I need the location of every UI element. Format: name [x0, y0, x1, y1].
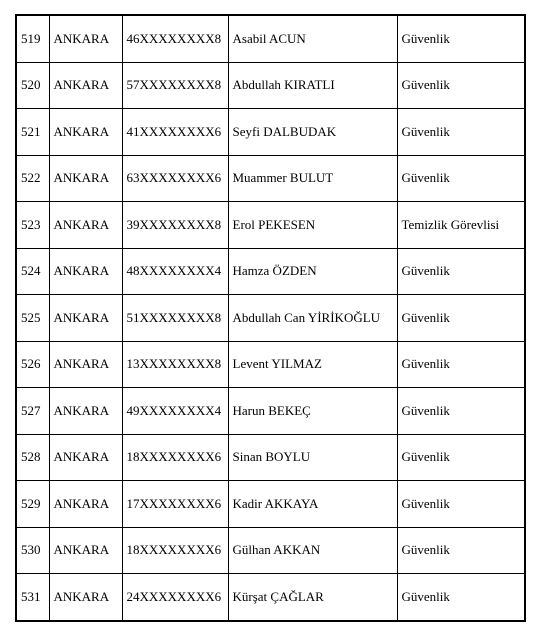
- row-number: 525: [16, 295, 49, 342]
- city-cell: ANKARA: [49, 434, 122, 481]
- role-cell: Güvenlik: [397, 481, 525, 528]
- full-name-cell: Hamza ÖZDEN: [228, 248, 397, 295]
- full-name-cell: Levent YILMAZ: [228, 341, 397, 388]
- masked-id-cell: 18XXXXXXXX6: [122, 434, 228, 481]
- masked-id-cell: 41XXXXXXXX6: [122, 109, 228, 156]
- table-row: [16, 62, 525, 109]
- row-number: 522: [16, 155, 49, 202]
- full-name-cell: Kürşat ÇAĞLAR: [228, 574, 397, 621]
- masked-id-cell: 18XXXXXXXX6: [122, 527, 228, 574]
- city-cell: ANKARA: [49, 202, 122, 249]
- role-cell: Güvenlik: [397, 155, 525, 202]
- city-cell: ANKARA: [49, 388, 122, 435]
- city-cell: ANKARA: [49, 15, 122, 62]
- role-cell: Güvenlik: [397, 248, 525, 295]
- row-number: 530: [16, 527, 49, 574]
- city-cell: ANKARA: [49, 248, 122, 295]
- city-cell: ANKARA: [49, 109, 122, 156]
- table-row: [16, 155, 525, 202]
- table-row: [16, 434, 525, 481]
- role-cell: Temizlik Görevlisi: [397, 202, 525, 249]
- role-cell: Güvenlik: [397, 434, 525, 481]
- row-number: 521: [16, 109, 49, 156]
- role-cell: Güvenlik: [397, 341, 525, 388]
- role-cell: Güvenlik: [397, 109, 525, 156]
- masked-id-cell: 57XXXXXXXX8: [122, 62, 228, 109]
- city-cell: ANKARA: [49, 574, 122, 621]
- row-number: 520: [16, 62, 49, 109]
- masked-id-cell: 63XXXXXXXX6: [122, 155, 228, 202]
- masked-id-cell: 46XXXXXXXX8: [122, 15, 228, 62]
- masked-id-cell: 13XXXXXXXX8: [122, 341, 228, 388]
- city-cell: ANKARA: [49, 481, 122, 528]
- table-row: [16, 202, 525, 249]
- table-row: [16, 574, 525, 621]
- table-row: [16, 248, 525, 295]
- table-row: [16, 527, 525, 574]
- masked-id-cell: 24XXXXXXXX6: [122, 574, 228, 621]
- city-cell: ANKARA: [49, 62, 122, 109]
- role-cell: Güvenlik: [397, 15, 525, 62]
- role-cell: Güvenlik: [397, 295, 525, 342]
- role-cell: Güvenlik: [397, 62, 525, 109]
- masked-id-cell: 39XXXXXXXX8: [122, 202, 228, 249]
- row-number: 529: [16, 481, 49, 528]
- city-cell: ANKARA: [49, 155, 122, 202]
- row-number: 528: [16, 434, 49, 481]
- full-name-cell: Sinan BOYLU: [228, 434, 397, 481]
- table-row: [16, 388, 525, 435]
- personnel-table: [15, 14, 526, 622]
- table-row: [16, 109, 525, 156]
- full-name-cell: Seyfi DALBUDAK: [228, 109, 397, 156]
- personnel-table-body: [16, 15, 525, 621]
- row-number: 531: [16, 574, 49, 621]
- city-cell: ANKARA: [49, 341, 122, 388]
- table-row: [16, 481, 525, 528]
- masked-id-cell: 49XXXXXXXX4: [122, 388, 228, 435]
- row-number: 527: [16, 388, 49, 435]
- full-name-cell: Kadir AKKAYA: [228, 481, 397, 528]
- role-cell: Güvenlik: [397, 527, 525, 574]
- masked-id-cell: 48XXXXXXXX4: [122, 248, 228, 295]
- table-row: [16, 15, 525, 62]
- full-name-cell: Abdullah KIRATLI: [228, 62, 397, 109]
- full-name-cell: Erol PEKESEN: [228, 202, 397, 249]
- role-cell: Güvenlik: [397, 388, 525, 435]
- row-number: 523: [16, 202, 49, 249]
- masked-id-cell: 17XXXXXXXX6: [122, 481, 228, 528]
- role-cell: Güvenlik: [397, 574, 525, 621]
- document-sheet: [15, 14, 524, 622]
- city-cell: ANKARA: [49, 527, 122, 574]
- row-number: 526: [16, 341, 49, 388]
- masked-id-cell: 51XXXXXXXX8: [122, 295, 228, 342]
- full-name-cell: Muammer BULUT: [228, 155, 397, 202]
- full-name-cell: Harun BEKEÇ: [228, 388, 397, 435]
- table-row: [16, 295, 525, 342]
- full-name-cell: Gülhan AKKAN: [228, 527, 397, 574]
- city-cell: ANKARA: [49, 295, 122, 342]
- full-name-cell: Abdullah Can YİRİKOĞLU: [228, 295, 397, 342]
- row-number: 524: [16, 248, 49, 295]
- table-row: [16, 341, 525, 388]
- row-number: 519: [16, 15, 49, 62]
- full-name-cell: Asabil ACUN: [228, 15, 397, 62]
